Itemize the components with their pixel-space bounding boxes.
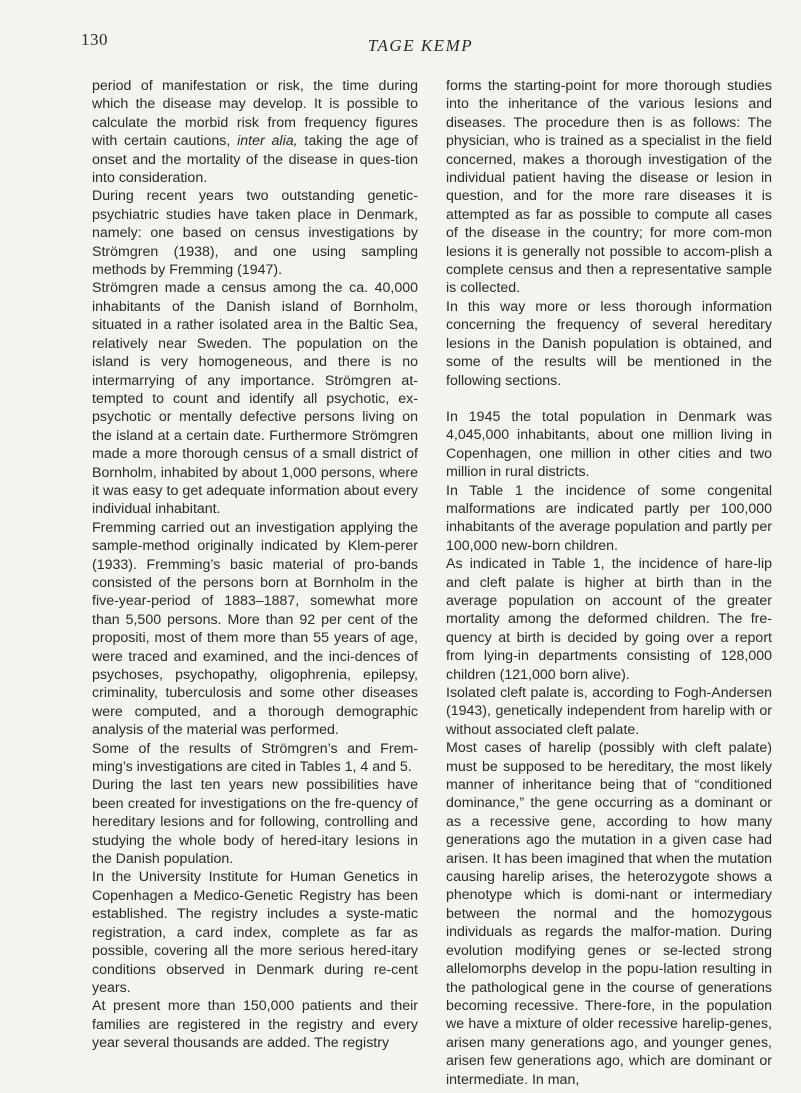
paragraph: Some of the results of Strömgren’s and Frem-ming’s investigations are cited in Tables 1, 4 and 5. [92, 740, 418, 776]
page-number: 130 [81, 30, 108, 49]
paragraph: In this way more or less thorough information concerning the frequency of several hereditary lesions in the Danish population is obtained, and some of the results will be mentioned in the following sections. [446, 298, 772, 389]
paragraph: During recent years two outstanding genetic-psychiatric studies have taken place in Denmark, namely: one based on census investigations by Strömgren (1938), and one using sampling methods by Fremming (1947). [92, 188, 418, 279]
paragraph: As indicated in Table 1, the incidence of hare-lip and cleft palate is higher at birth than in the average population on account of the greater mortality among the deformed children. The fre-quency at birth is decided by going over a report from lying-in departments consisting of 128,000 children (121,000 born alive). [446, 556, 772, 683]
paragraph: Isolated cleft palate is, according to Fogh-Andersen (1943), genetically independent from harelip with or without associated cleft palate. [446, 685, 772, 738]
paragraph: At present more than 150,000 patients and their families are registered in the registry and every year several thousands are added. The registry [92, 998, 418, 1052]
running-head: TAGE KEMP [367, 36, 474, 55]
paragraph: Fremming carried out an investigation applying the sample-method originally indicated by Klem-perer (1933). Fremming’s basic material of pro-bands consisted of the persons born at Bornholm in the five-year-period of 1883–1887, somewhat more than 5,500 persons. More than 92 per cent of the propositi, most of them more than 55 years of age, were traced and examined, and the inci-dences of psychoses, psychopathy, oligophrenia, epilepsy, criminality, tuberculosis and some other diseases were computed, and a thorough demographic analysis of the material was performed. [92, 519, 418, 739]
paragraph: forms the starting-point for more thorough studies into the inheritance of the various lesions and diseases. The procedure then is as follows: The physician, who is trained as a specialist in the field concerned, makes a thorough investigation of the individual patient having the disease or lesion in question, and for the more rare diseases it is attempted as far as possible to compute all cases of the disease in the country; for more com-mon lesions it is generally not possible to accom-plish a complete census and then a representative sample is collected. [446, 78, 772, 297]
paragraph: Strömgren made a census among the ca. 40,000 inhabitants of the Danish island of Bornholm, situated in a rather isolated area in the Baltic Sea, relatively near Sweden. The population on the island is very homogeneous, and there is no intermarrying of any importance. Strömgren at-tempted to count and identify all psychotic, ex-psychotic or mentally defective persons living on the island at a certain date. Furthermore Strömgren made a more thorough census of a small district of Bornholm, inhabited by about 1,000 persons, where it was easy to get adequate information about every individual inhabitant. [92, 280, 418, 518]
paragraph: Most cases of harelip (possibly with cleft palate) must be supposed to be hereditary, the most likely manner of inheritance being that of “conditioned dominance,” the gene occurring as a dominant or as a recessive gene, according to how many generations ago the mutation in a given case had arisen. It has been imagined that when the mutation causing harelip arises, the heterozygote shows a phenotype which is domi-nant or intermediary between the normal and the homozygous individuals as regards the malfor-mation. During evolution modifying genes or se-lected strong allelomorphs develop in the popu-lation resulting in the pathological gene in the course of generations becoming recessive. There-fore, in the population we have a mixture of older recessive harelip-genes, arisen many generations ago, and younger genes, arisen few generations ago, which are dominant or intermediate. In man, [446, 740, 772, 1088]
right-column [446, 77, 772, 1089]
paragraph: In the University Institute for Human Genetics in Copenhagen a Medico-Genetic Registry has been established. The registry includes a syste-matic registration, a card index, complete as far as possible, covering all the more serious hered-itary conditions observed in Denmark during re-cent years. [92, 869, 418, 996]
paragraph: In 1945 the total population in Denmark was 4,045,000 inhabitants, about one million living in Copenhagen, one million in other cities and two million in rural districts. [446, 408, 772, 481]
paragraph: In Table 1 the incidence of some congenital malformations are indicated partly per 100,000 inhabitants of the average population and partly per 100,000 new-born children. [446, 482, 772, 554]
left-column [92, 77, 418, 1053]
paragraph: During the last ten years new possibilities have been created for investigations on the fre-quency of hereditary lesions and for following, controlling and studying the whole body of hered-itary lesions in the Danish population. [92, 777, 418, 868]
paragraph: period of manifestation or risk, the time during which the disease may develop. It is possible to calculate the morbid risk from frequency figures with certain cautions, inter alia, taking the age of onset and the mortality of the disease in ques-tion into consideration. [92, 78, 418, 187]
